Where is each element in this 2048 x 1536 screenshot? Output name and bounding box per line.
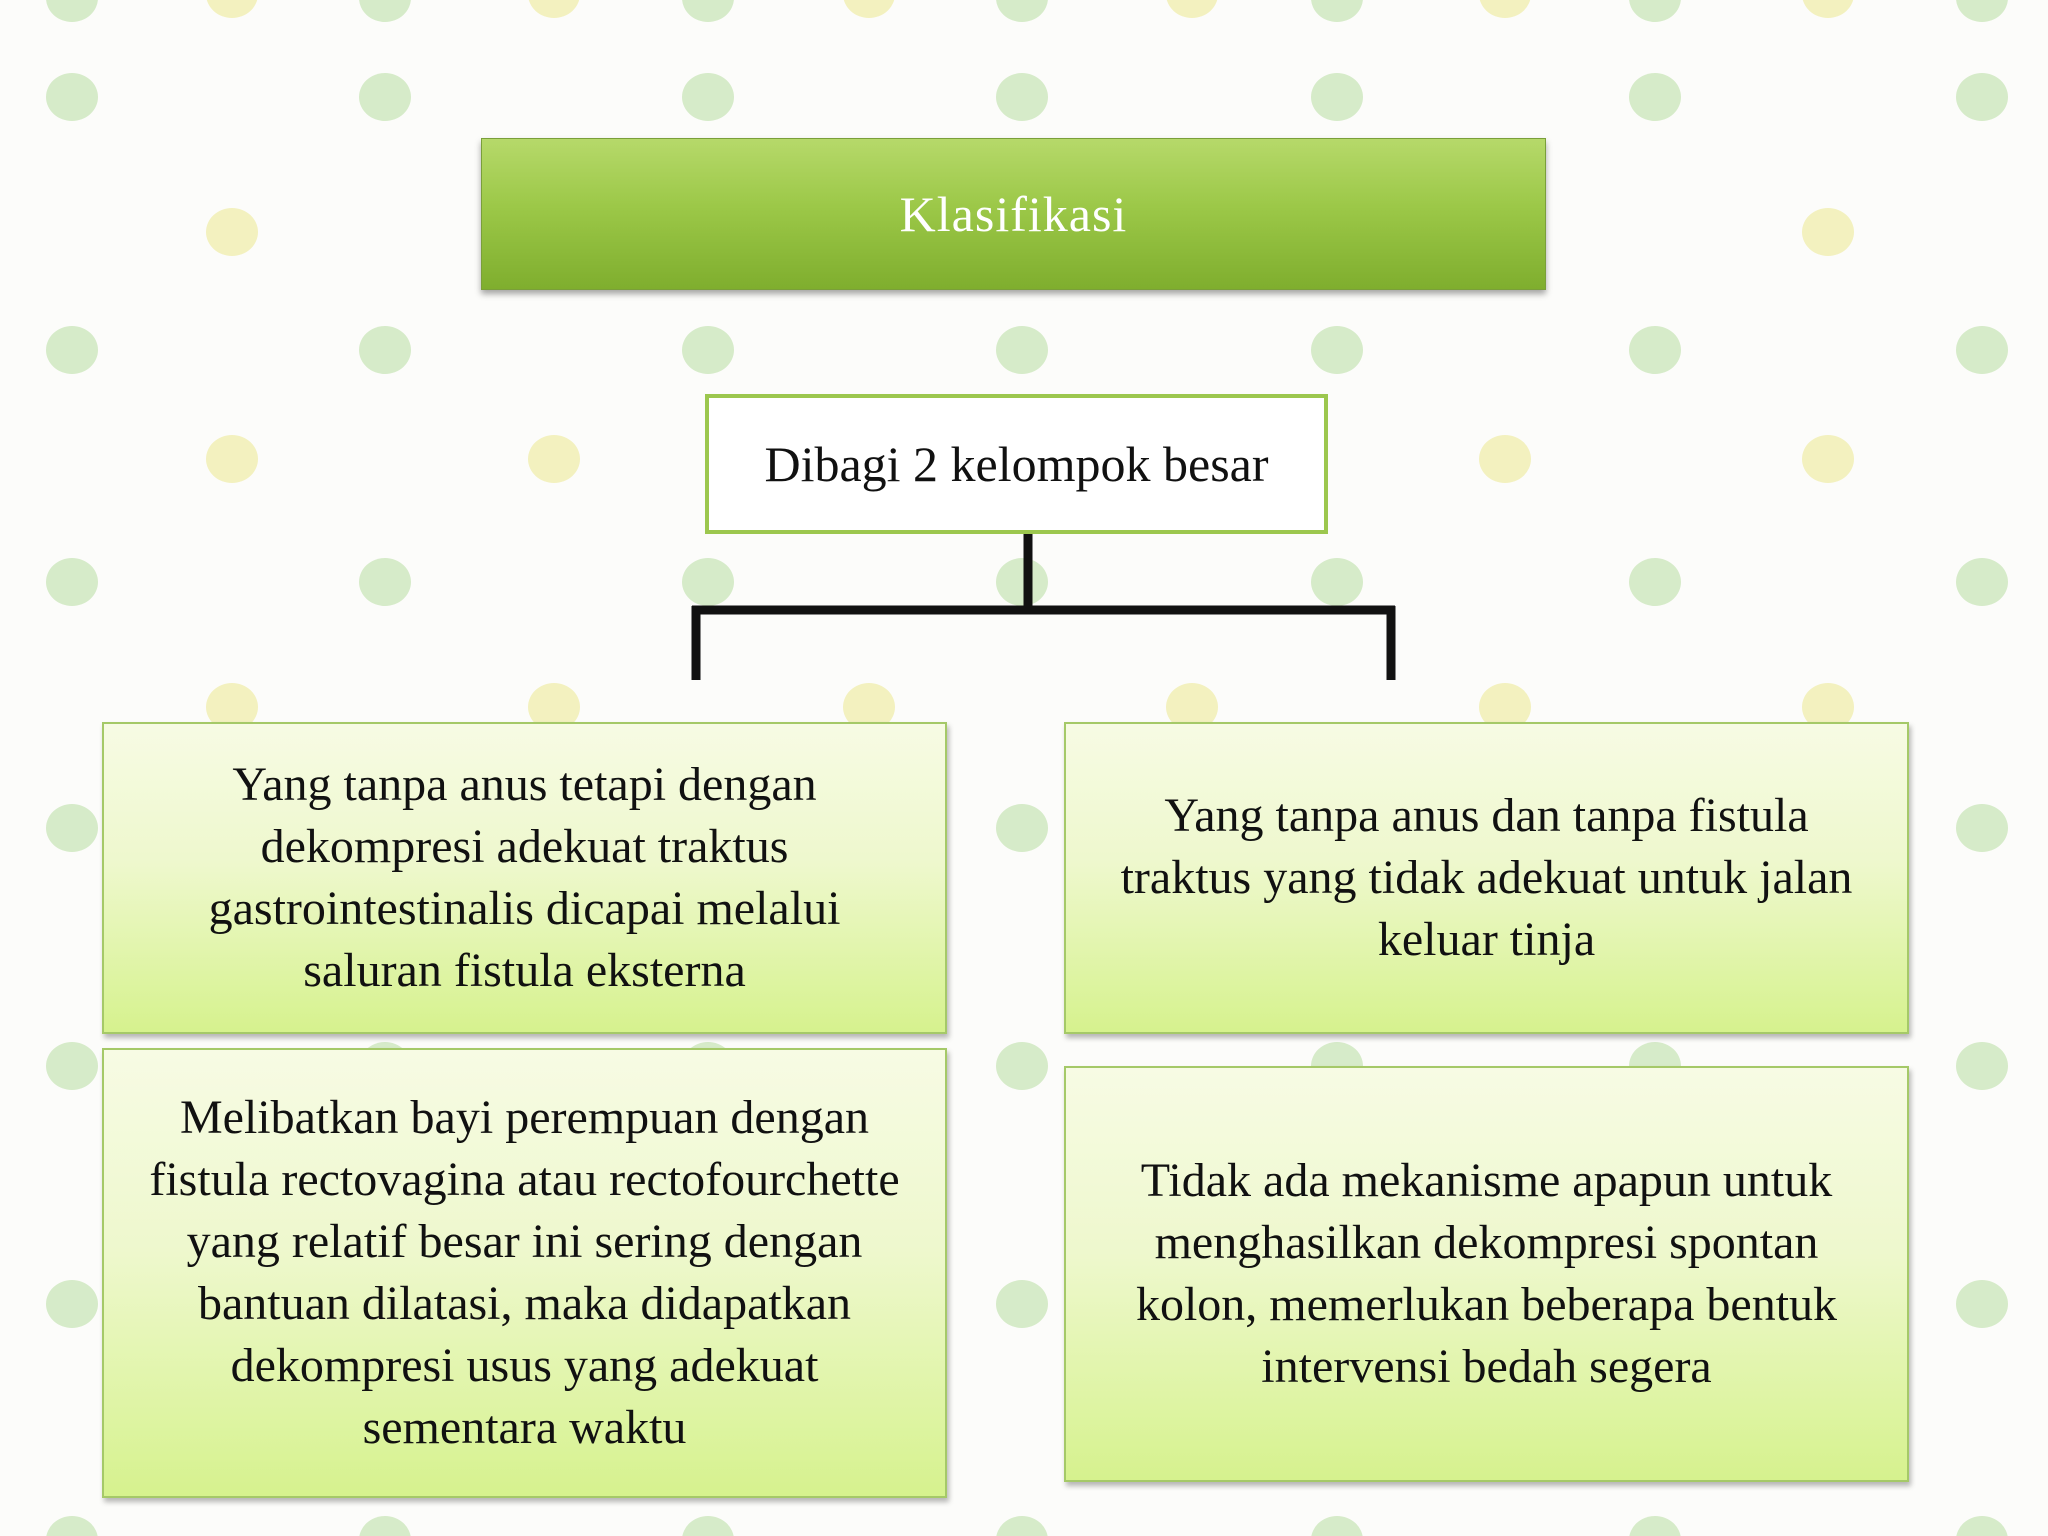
background-dot <box>46 326 98 374</box>
background-dot <box>1956 804 2008 852</box>
background-dot <box>1956 1516 2008 1536</box>
background-dot <box>1311 1516 1363 1536</box>
background-dot <box>359 1516 411 1536</box>
background-dot <box>46 1516 98 1536</box>
group-1-description-text: Yang tanpa anus tetapi dengan dekompresi adekuat traktus gastrointestinalis dicapai melalui saluran fistula eksterna <box>208 758 841 997</box>
background-dot <box>1311 558 1363 606</box>
background-dot <box>996 73 1048 121</box>
background-dot <box>996 326 1048 374</box>
background-dot <box>1629 326 1681 374</box>
background-dot <box>682 558 734 606</box>
background-dot <box>996 804 1048 852</box>
background-dot <box>1956 558 2008 606</box>
group-1-description-box <box>102 722 947 1034</box>
group-1-detail-text: Melibatkan bayi perempuan dengan fistula rectovagina atau rectofourchette yang relatif besar ini sering dengan bantuan dilatasi, maka didapatkan dekompresi usus yang adekuat sementara waktu <box>149 1091 900 1454</box>
background-dot <box>682 1516 734 1536</box>
group-2-detail-text: Tidak ada mekanisme apapun untuk menghasilkan dekompresi spontan kolon, memerlukan beberapa bentuk intervensi bedah segera <box>1135 1154 1838 1393</box>
background-dot <box>46 558 98 606</box>
background-dot <box>682 73 734 121</box>
background-dot <box>996 1280 1048 1328</box>
background-dot <box>46 1042 98 1090</box>
background-dot <box>528 0 580 18</box>
background-dot <box>1629 1516 1681 1536</box>
background-dot <box>1956 73 2008 121</box>
background-dot <box>682 326 734 374</box>
background-dot <box>1956 1280 2008 1328</box>
background-dot <box>1629 0 1681 22</box>
background-dot <box>46 1280 98 1328</box>
background-dot <box>359 326 411 374</box>
background-dot <box>996 558 1048 606</box>
background-dot <box>1311 0 1363 22</box>
background-dot <box>682 0 734 22</box>
background-dot <box>1311 326 1363 374</box>
background-dot <box>206 0 258 18</box>
background-dot <box>359 558 411 606</box>
background-dot <box>46 0 98 22</box>
background-dot <box>1629 73 1681 121</box>
background-dot <box>996 0 1048 22</box>
root-node <box>705 394 1328 534</box>
background-dot <box>1802 208 1854 256</box>
background-dot <box>1802 435 1854 483</box>
background-dot <box>206 208 258 256</box>
group-2-detail-box <box>1064 1066 1909 1482</box>
group-1-detail-box <box>102 1048 947 1498</box>
group-2-description-box <box>1064 722 1909 1034</box>
background-dot <box>359 0 411 22</box>
background-dot <box>1166 0 1218 18</box>
background-dot <box>46 73 98 121</box>
background-dot <box>206 435 258 483</box>
background-dot <box>1629 558 1681 606</box>
background-dot <box>1311 73 1363 121</box>
background-dot <box>1479 0 1531 18</box>
group-2-description-text: Yang tanpa anus dan tanpa fistula traktus yang tidak adekuat untuk jalan keluar tinja <box>1120 789 1853 966</box>
background-dot <box>1479 435 1531 483</box>
background-dot <box>996 1516 1048 1536</box>
title-text: Klasifikasi <box>899 186 1128 242</box>
background-dot <box>996 1042 1048 1090</box>
root-node-label: Dibagi 2 kelompok besar <box>764 436 1269 492</box>
background-dot <box>528 435 580 483</box>
background-dot <box>359 73 411 121</box>
background-dot <box>1802 0 1854 18</box>
background-dot <box>1956 0 2008 22</box>
background-dot <box>1956 1042 2008 1090</box>
background-dot <box>843 0 895 18</box>
background-dot <box>46 804 98 852</box>
background-dot <box>1956 326 2008 374</box>
title-banner <box>481 138 1546 290</box>
